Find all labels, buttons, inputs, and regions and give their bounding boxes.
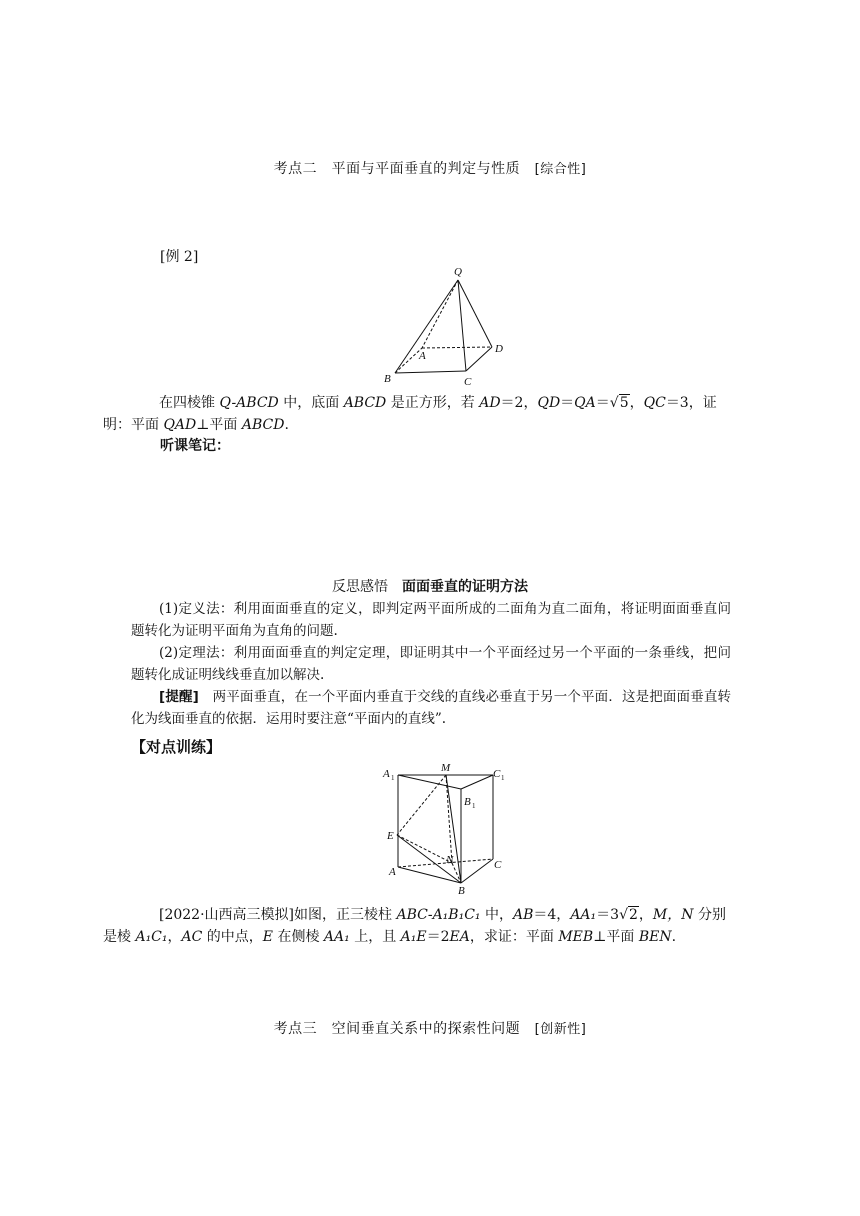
- example-label: [例 2]: [160, 249, 199, 265]
- problem-source: [2022·山西高三模拟]: [159, 907, 295, 923]
- label-C1-sub: 1: [501, 774, 505, 782]
- section-title-3: [0, 1018, 860, 1038]
- training-problem: [2022·山西高三模拟]如图，正三棱柱 ABC-A₁B₁C₁ 中，AB＝4，AA₁＝3√2，M，N 分别 是棱 A₁C₁，AC 的中点，E 在侧棱 AA₁ 上，且 A₁E＝2EA，求证：平面 MEB⊥平面 BEN.: [103, 907, 726, 945]
- reflection-item-1: (1)定义法：利用面面垂直的定义，即判定两平面所成的二面角为直二面角，将证明面面垂直问题转化为证明平面角为直角的问题.: [131, 601, 731, 639]
- label-B: B: [458, 885, 465, 895]
- label-A: A: [419, 350, 426, 362]
- label-C1: C: [493, 768, 501, 780]
- label-E: E: [387, 830, 394, 842]
- reminder-label: [提醒]: [159, 689, 199, 705]
- section-title-text: 考点三 空间垂直关系中的探索性问题: [273, 1021, 535, 1037]
- label-D: D: [495, 343, 503, 355]
- label-B1-sub: 1: [472, 802, 476, 810]
- label-A1: A: [383, 768, 390, 780]
- section-title-2: [0, 158, 860, 178]
- reminder-text: 两平面垂直，在一个平面内垂直于交线的直线必垂直于另一个平面．这是把面面垂直转化为线面垂直的依据．运用时要注意“平面内的直线”.: [131, 689, 731, 727]
- notes-label: 听课笔记：: [160, 438, 230, 454]
- prism-figure: [380, 760, 515, 895]
- label-C: C: [494, 859, 502, 871]
- label-A1-sub: 1: [391, 774, 395, 782]
- reflection-title: 反思感悟 面面垂直的证明方法: [332, 579, 528, 595]
- section-tag: [综合性]: [534, 162, 587, 177]
- pyramid-figure: [380, 262, 520, 390]
- reflection-reminder: [131, 686, 731, 730]
- section-tag: [创新性]: [534, 1022, 587, 1037]
- label-B: B: [384, 373, 391, 385]
- example-problem: 在四棱锥 Q-ABCD 中，底面 ABCD 是正方形，若 AD＝2，QD＝QA＝√5，QC＝3，证 明：平面 QAD⊥平面 ABCD.: [103, 395, 717, 433]
- label-C: C: [464, 376, 472, 388]
- training-heading: 【对点训练】: [131, 738, 222, 756]
- label-Q: Q: [454, 266, 462, 278]
- label-N: N: [446, 854, 454, 866]
- section-title-text: 考点二 平面与平面垂直的判定与性质: [273, 161, 535, 177]
- reflection-item-2: (2)定理法：利用面面垂直的判定定理，即证明其中一个平面经过另一个平面的一条垂线，把问题转化成证明线线垂直加以解决.: [131, 645, 731, 683]
- label-B1: B: [464, 796, 471, 808]
- label-M: M: [441, 762, 451, 774]
- label-A: A: [389, 866, 396, 878]
